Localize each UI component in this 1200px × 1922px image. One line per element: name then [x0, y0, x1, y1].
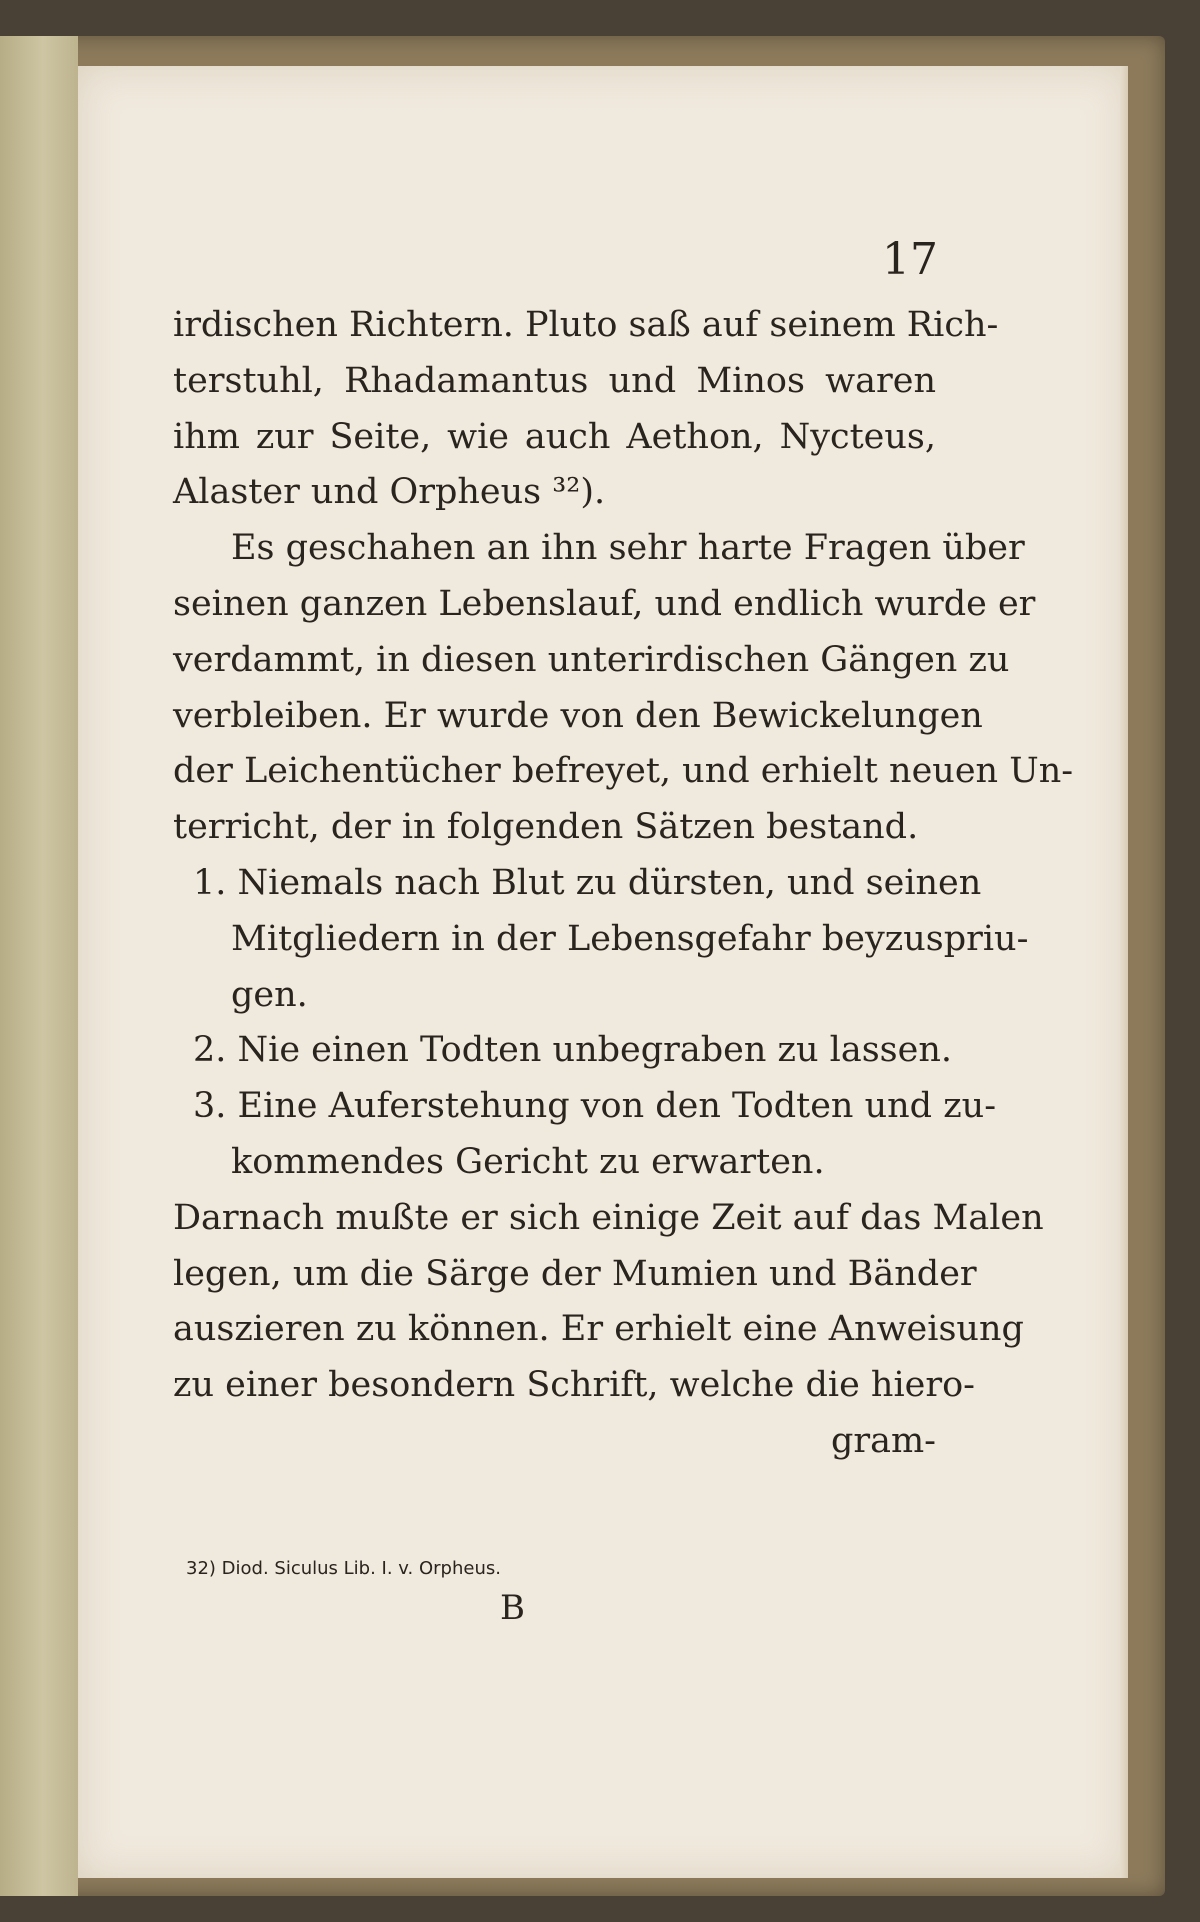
- text-line: verdammt, in diesen unterirdischen Gängen zu: [173, 639, 1010, 680]
- list-item-line: Mitgliedern in der Lebensgefahr beyzuspriu‑: [231, 918, 1029, 959]
- text-line: terricht, der in folgenden Sätzen bestand.: [173, 807, 919, 848]
- book-page: [78, 66, 1128, 1878]
- footnote: 32) Diod. Siculus Lib. I. v. Orpheus.: [186, 1558, 501, 1579]
- body-text: [173, 298, 1074, 1470]
- text-line: terstuhl, Rhadamantus und Minos waren: [173, 360, 936, 401]
- text-line: Alaster und Orpheus ³²).: [173, 472, 606, 513]
- text-line: verbleiben. Er wurde von den Bewickelungen: [173, 695, 983, 736]
- list-item-line: 1. Niemals nach Blut zu dürsten, und seinen: [193, 862, 982, 903]
- book-spine: [0, 36, 78, 1896]
- catchword: gram‑: [830, 1420, 936, 1461]
- text-line: auszieren zu können. Er erhielt eine Anweisung: [173, 1309, 1024, 1350]
- text-line: irdischen Richtern. Pluto saß auf seinem Rich‑: [173, 305, 999, 345]
- text-line: Darnach mußte er sich einige Zeit auf das Malen: [173, 1197, 1044, 1238]
- page-edge: [1120, 66, 1128, 1878]
- list-item-line: kommendes Gericht zu erwarten.: [231, 1141, 825, 1182]
- page-number: 17: [882, 234, 938, 285]
- text-line: zu einer besondern Schrift, welche die hiero‑: [173, 1365, 976, 1406]
- text-line: legen, um die Särge der Mumien und Bänder: [173, 1253, 977, 1294]
- text-line: ihm zur Seite, wie auch Aethon, Nycteus,: [173, 416, 936, 457]
- text-line: seinen ganzen Lebenslauf, und endlich wurde er: [173, 583, 1036, 624]
- text-line: der Leichentücher befreyet, und erhielt neuen Un‑: [173, 751, 1074, 792]
- list-item-line: 3. Eine Auferstehung von den Todten und zu‑: [193, 1086, 997, 1127]
- list-item-line: 2. Nie einen Todten unbegraben zu lassen.: [193, 1030, 953, 1071]
- text-line: Es geschahen an ihn sehr harte Fragen über: [231, 528, 1025, 569]
- list-item-line: gen.: [231, 974, 308, 1015]
- signature-mark: B: [500, 1588, 525, 1628]
